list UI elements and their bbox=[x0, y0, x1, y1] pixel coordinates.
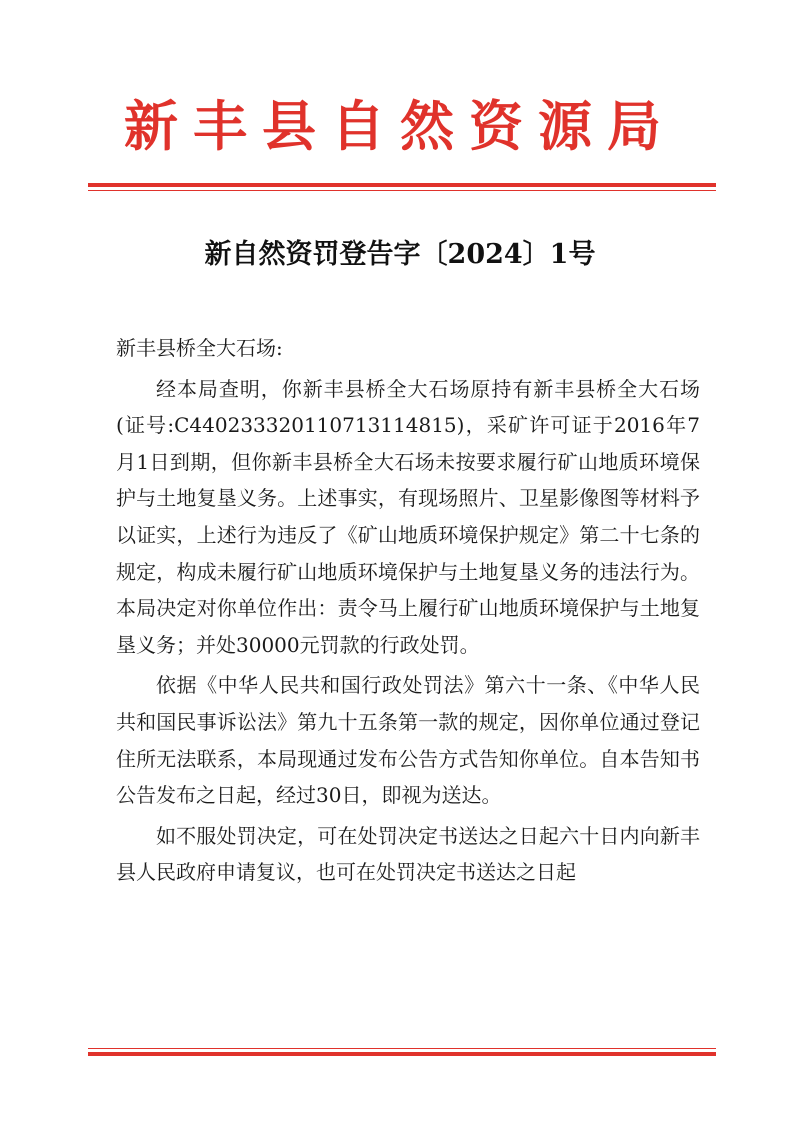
paragraph-appeal: 如不服处罚决定，可在处罚决定书送达之日起六十日内向新丰县人民政府申请复议，也可在处罚决定书送达之日起 bbox=[116, 823, 700, 885]
document-number: 新自然资罚登告字〔2024〕1号 bbox=[204, 239, 596, 270]
footer-divider-thin bbox=[88, 1048, 716, 1049]
footer-divider-thick bbox=[88, 1052, 716, 1056]
addressee: 新丰县桥全大石场: bbox=[116, 336, 283, 360]
header-divider-thin bbox=[88, 190, 716, 191]
paragraph-findings: 经本局查明，你新丰县桥全大石场原持有新丰县桥全大石场(证号:C4402333201107131148​15)，采矿许可证于2016年7月1日到期，但你新丰县桥全大石场未按要求履行矿山地质环境保护与土地复垦义务。上述事实，有现场照片、卫星影像图等材料予以证实，上述行为违反了《矿山地质环境保护规定》第二十七条的规定，构成未履行矿山地质环境保护与土地复垦义务的违法行为。本局决定对你单位作出：责令马上履行矿山地质环境保护与土地复垦义务；并处30000元罚款的行政处罚。 bbox=[116, 376, 700, 657]
agency-header-title: 新丰县自然资源局 bbox=[124, 94, 676, 158]
document-body bbox=[116, 330, 700, 891]
header-divider-thick bbox=[88, 183, 716, 187]
paragraph-legal-basis: 依据《中华人民共和国行政处罚法》第六十一条、《中华人民共和国民事诉讼法》第九十五条第一款的规定，因你单位通过登记住所无法联系，本局现通过发布公告方式告知你单位。自本告知书公告发布之日起，经过30日，即视为送达。 bbox=[116, 673, 700, 808]
